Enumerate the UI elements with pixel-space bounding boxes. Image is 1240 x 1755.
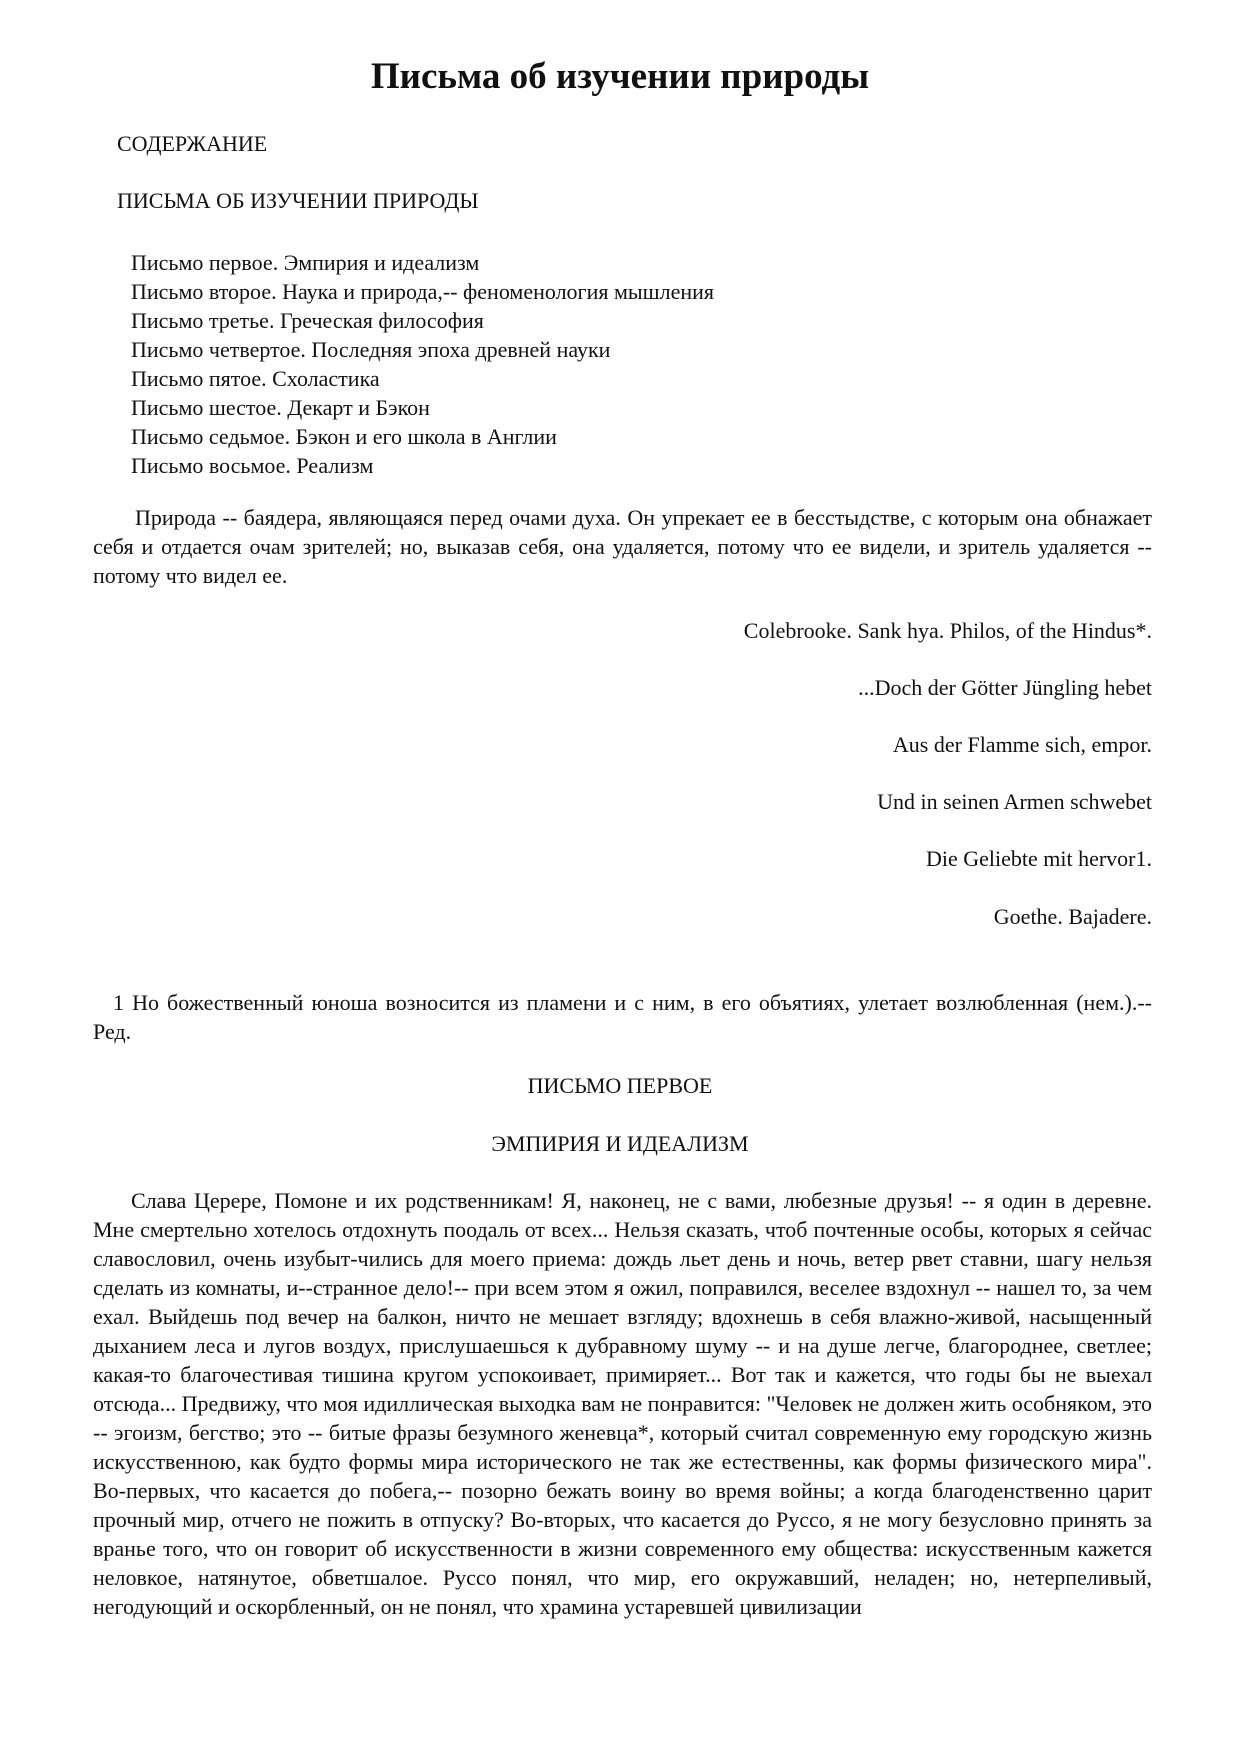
page-title: Письма об изучении природы <box>370 56 870 97</box>
epigraph-line: Und in seinen Armen schwebet <box>877 789 1152 814</box>
toc-item: Письмо восьмое. Реализм <box>131 453 374 478</box>
toc-item: Письмо шестое. Декарт и Бэкон <box>131 395 430 420</box>
epigraph-source: Colebrooke. Sank hya. Philos, of the Hindus*. <box>743 618 1152 643</box>
toc-item: Письмо пятое. Схоластика <box>131 366 380 391</box>
toc-item: Письмо первое. Эмпирия и идеализм <box>131 250 480 275</box>
footnote: 1 Но божественный юноша возносится из пламени и с ним, в его объятиях, улетает возлюбленная (нем.).-- Ред. <box>93 990 1152 1044</box>
epigraph-line: ...Doch der Götter Jüngling hebet <box>858 675 1152 700</box>
intro-paragraph: Природа -- баядера, являющаяся перед очами духа. Он упрекает ее в бесстыдстве, с которым она обнажает себя и отдается очам зрителей; но, выказав себя, она удаляется, потому что ее видели, и зритель удаляется -- потому что видел ее. <box>93 505 1152 588</box>
toc-item: Письмо третье. Греческая философия <box>131 308 484 333</box>
epigraph-line: Aus der Flamme sich, empor. <box>892 732 1152 757</box>
body-paragraph: Слава Церере, Помоне и их родственникам! Я, наконец, не с вами, любезные друзья! -- я один в деревне. Мне смертельно хотелось отдохнуть поодаль от всех... Нельзя сказать, чтоб почтенные особы, которых я сейчас славословил, очень изубыт-чились для моего приема: дождь льет день и ночь, ветер рвет ставни, шагу нельзя сделать из комнаты, и--странное дело!-- при всем этом я ожил, поправился, веселее вздохнул -- нашел то, за чем ехал. Выйдешь под вечер на балкон, ничто не мешает взгляду; вдохнешь в себя влажно-живой, насыщенный дыханием леса и лугов воздух, прислушаешься к дубравному шуму -- и на душе легче, благороднее, светлее; какая-то благочестивая тишина кругом успокоивает, примиряет... Вот так и кажется, что годы бы не выехал отсюда... Предвижу, что моя идиллическая выходка вам не понравится: "Человек не должен жить особняком, это -- эгоизм, бегство; это -- битые фразы безумного женевца*, который считал современную ему городскую жизнь искусственною, как будто формы мира исторического не так же естественны, как формы физического мира". Во-первых, что касается до побега,-- позорно бежать воину во время войны; а когда благоденственно царит прочный мир, отчего не пожить в отпуску? Во-вторых, что касается до Руссо, я не могу безусловно принять за вранье того, что он говорит об искусственности в жизни современного ему общества: искусственным кажется неловкое, натянутое, обветшалое. Руссо понял, что мир, его окружавший, неладен; но, нетерпеливый, негодующий и оскорбленный, он не понял, что храмина устаревшей цивилизации <box>93 1188 1152 1619</box>
letter-subheading: ЭМПИРИЯ И ИДЕАЛИЗМ <box>491 1131 749 1156</box>
epigraph-author: Goethe. Bajadere. <box>993 904 1152 929</box>
contents-heading: СОДЕРЖАНИЕ <box>117 131 268 156</box>
toc-item: Письмо четвертое. Последняя эпоха древней науки <box>131 337 611 362</box>
table-of-contents <box>131 248 714 480</box>
toc-item: Письмо второе. Наука и природа,-- феноменология мышления <box>131 279 715 304</box>
epigraph-line: Die Geliebte mit hervor1. <box>925 846 1152 871</box>
toc-item: Письмо седьмое. Бэкон и его школа в Англии <box>131 424 557 449</box>
letter-heading: ПИСЬМО ПЕРВОЕ <box>527 1073 713 1098</box>
section-heading: ПИСЬМА ОБ ИЗУЧЕНИИ ПРИРОДЫ <box>117 188 479 213</box>
